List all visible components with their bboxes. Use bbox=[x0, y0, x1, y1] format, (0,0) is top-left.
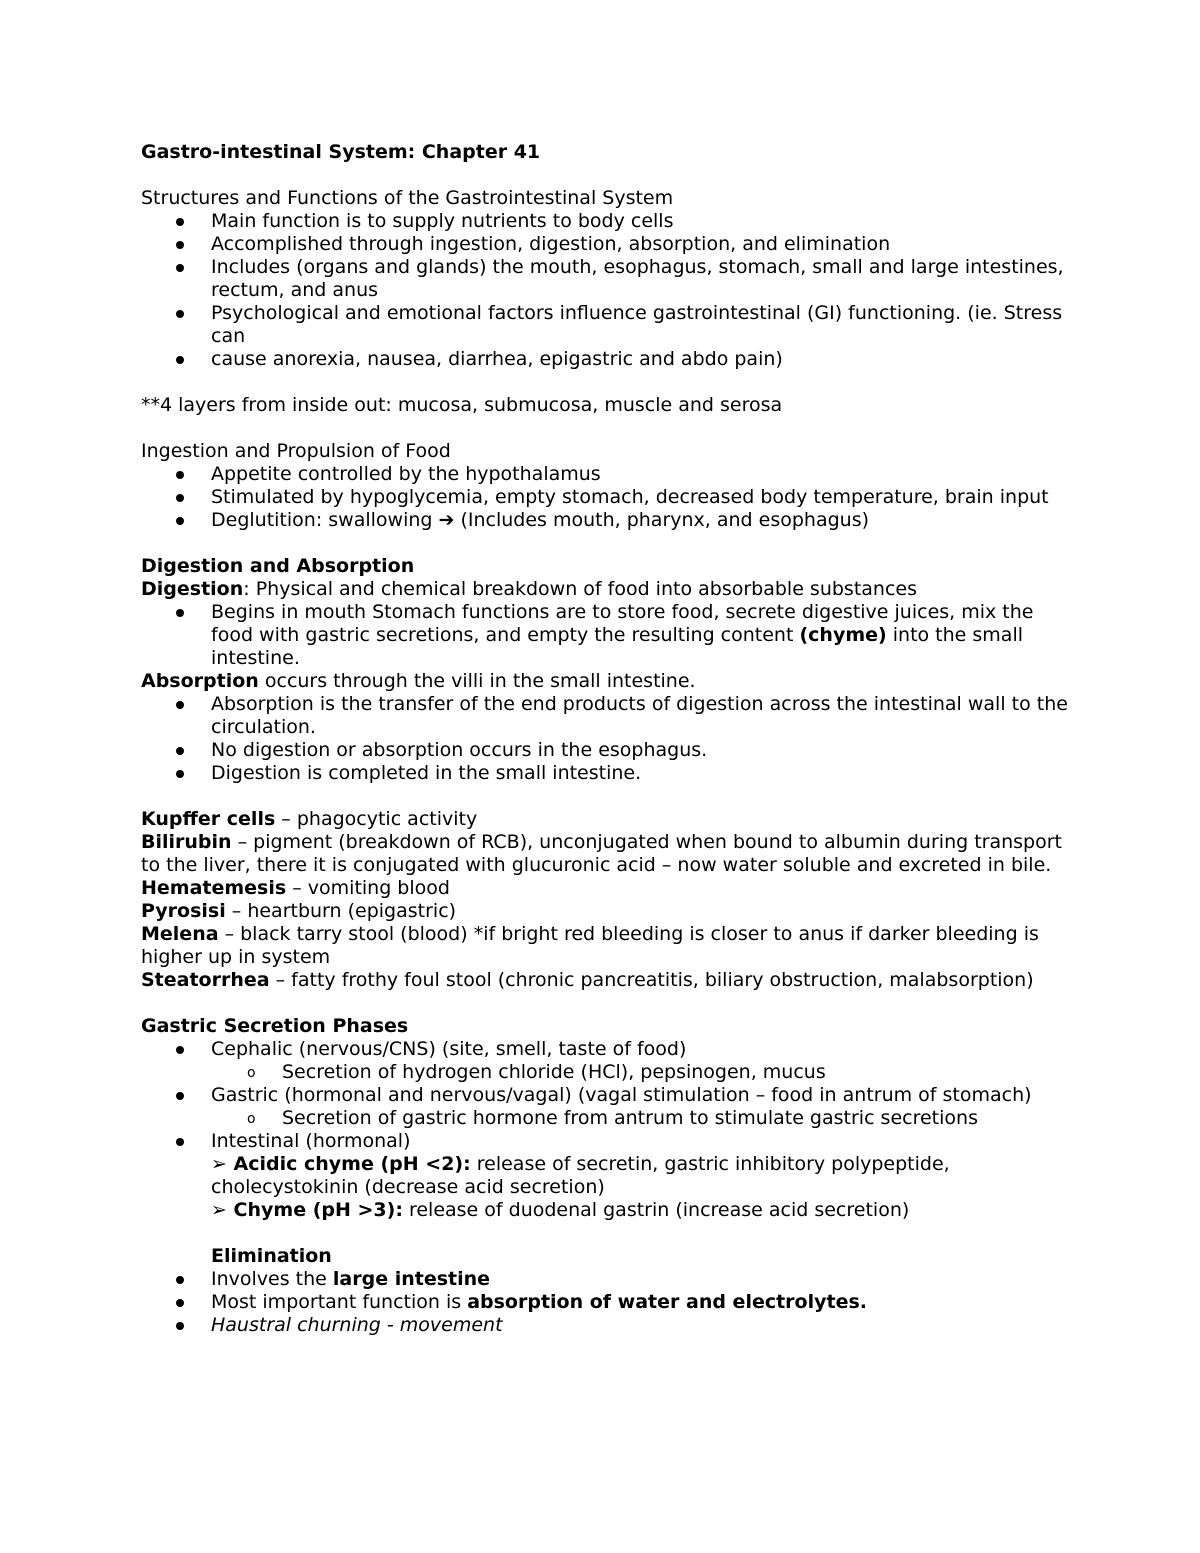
list-item: Haustral churning - movement bbox=[141, 1314, 1071, 1337]
list-item: Stimulated by hypoglycemia, empty stomach, decreased body temperature, brain input bbox=[141, 486, 1071, 509]
list-item-bold: large intestine bbox=[332, 1268, 491, 1290]
layers-note: **4 layers from inside out: mucosa, submucosa, muscle and serosa bbox=[141, 394, 783, 416]
section-gastric-heading: Gastric Secretion Phases bbox=[141, 1015, 409, 1037]
list-item: Appetite controlled by the hypothalamus bbox=[141, 463, 1071, 486]
section-elimination-heading: Elimination bbox=[211, 1245, 332, 1267]
list-item bbox=[141, 601, 1071, 670]
list-item: Gastric (hormonal and nervous/vagal) (vagal stimulation – food in antrum of stomach) bbox=[141, 1084, 1071, 1107]
list-item-text: Involves the bbox=[211, 1268, 333, 1290]
list-item-text: Most important function is bbox=[211, 1291, 468, 1313]
glossary-def: – heartburn (epigastric) bbox=[225, 900, 457, 922]
gastric-phases-list bbox=[141, 1038, 1071, 1153]
list-item-text: into the small intestine. bbox=[211, 624, 1024, 669]
acidic-chyme-label: ➢ Acidic chyme (pH <2): bbox=[211, 1153, 471, 1175]
glossary-entry bbox=[141, 808, 1071, 831]
acidic-chyme-line bbox=[141, 1153, 1071, 1199]
section-structures-heading: Structures and Functions of the Gastrointestinal System bbox=[141, 187, 674, 209]
absorption-list bbox=[141, 693, 1071, 785]
chyme-text: release of duodenal gastrin (increase acid secretion) bbox=[402, 1199, 910, 1221]
chyme-label: ➢ Chyme (pH >3): bbox=[211, 1199, 403, 1221]
digestion-term: Digestion bbox=[141, 578, 244, 600]
glossary-entry bbox=[141, 969, 1071, 992]
digestion-list bbox=[141, 601, 1071, 670]
document-title: Gastro-intestinal System: Chapter 41 bbox=[141, 141, 541, 163]
glossary-def: – black tarry stool (blood) *if bright red bleeding is closer to anus if darker bleeding is higher up in system bbox=[141, 923, 1039, 968]
list-item: Absorption is the transfer of the end products of digestion across the intestinal wall to the circulation. bbox=[141, 693, 1071, 739]
elimination-list bbox=[141, 1268, 1071, 1337]
structures-list bbox=[141, 210, 1071, 371]
glossary-def: – phagocytic activity bbox=[275, 808, 478, 830]
list-item: Digestion is completed in the small intestine. bbox=[141, 762, 1071, 785]
list-item: Includes (organs and glands) the mouth, esophagus, stomach, small and large intestines, rectum, and anus bbox=[141, 256, 1071, 302]
glossary-entry bbox=[141, 831, 1071, 877]
glossary-def: – vomiting blood bbox=[286, 877, 450, 899]
section-digestion-heading: Digestion and Absorption bbox=[141, 555, 415, 577]
glossary-entry bbox=[141, 900, 1071, 923]
glossary-def: – pigment (breakdown of RCB), unconjugated when bound to albumin during transport to the liver, there it is conjugated with glucuronic acid – now water soluble and excreted in bile. bbox=[141, 831, 1062, 876]
ingestion-list bbox=[141, 463, 1071, 532]
list-item: Accomplished through ingestion, digestion, absorption, and elimination bbox=[141, 233, 1071, 256]
glossary-term: Hematemesis bbox=[141, 877, 287, 899]
digestion-def: : Physical and chemical breakdown of food into absorbable substances bbox=[243, 578, 917, 600]
glossary-term: Melena bbox=[141, 923, 219, 945]
glossary-term: Steatorrhea bbox=[141, 969, 270, 991]
section-ingestion-heading: Ingestion and Propulsion of Food bbox=[141, 440, 451, 462]
list-item: cause anorexia, nausea, diarrhea, epigastric and abdo pain) bbox=[141, 348, 1071, 371]
document-page bbox=[141, 141, 1071, 1337]
glossary-entry bbox=[141, 877, 1071, 900]
sub-list-item: o Secretion of gastric hormone from antrum to stimulate gastric secretions bbox=[141, 1107, 1071, 1130]
chyme-line bbox=[141, 1199, 1071, 1222]
list-item-bold: (chyme) bbox=[799, 624, 887, 646]
list-item-text: Begins in mouth Stomach functions are to store food, secrete digestive juices, mix the food with gastric secretions, and empty the resulting content bbox=[211, 601, 1034, 646]
glossary-def: – fatty frothy foul stool (chronic pancreatitis, biliary obstruction, malabsorption) bbox=[269, 969, 1034, 991]
list-item-bold: absorption of water and electrolytes. bbox=[467, 1291, 868, 1313]
list-item: Intestinal (hormonal) bbox=[141, 1130, 1071, 1153]
glossary-term: Bilirubin bbox=[141, 831, 232, 853]
absorption-definition bbox=[141, 670, 1071, 693]
sub-list-item: o Secretion of hydrogen chloride (HCl), pepsinogen, mucus bbox=[141, 1061, 1071, 1084]
list-item: Deglutition: swallowing ➔ (Includes mouth, pharynx, and esophagus) bbox=[141, 509, 1071, 532]
digestion-definition bbox=[141, 578, 1071, 601]
list-item: No digestion or absorption occurs in the esophagus. bbox=[141, 739, 1071, 762]
list-item: Cephalic (nervous/CNS) (site, smell, taste of food) bbox=[141, 1038, 1071, 1061]
absorption-def: occurs through the villi in the small intestine. bbox=[258, 670, 696, 692]
list-item bbox=[141, 1268, 1071, 1291]
list-item: Psychological and emotional factors influence gastrointestinal (GI) functioning. (ie. Stress can bbox=[141, 302, 1071, 348]
glossary-entry bbox=[141, 923, 1071, 969]
acidic-chyme-text: release of secretin, gastric inhibitory polypeptide, cholecystokinin (decrease acid secretion) bbox=[211, 1153, 950, 1198]
glossary-term: Pyrosisi bbox=[141, 900, 226, 922]
absorption-term: Absorption bbox=[141, 670, 259, 692]
glossary-term: Kupffer cells bbox=[141, 808, 276, 830]
list-item: Main function is to supply nutrients to body cells bbox=[141, 210, 1071, 233]
terms-glossary bbox=[141, 808, 1071, 992]
list-item bbox=[141, 1291, 1071, 1314]
